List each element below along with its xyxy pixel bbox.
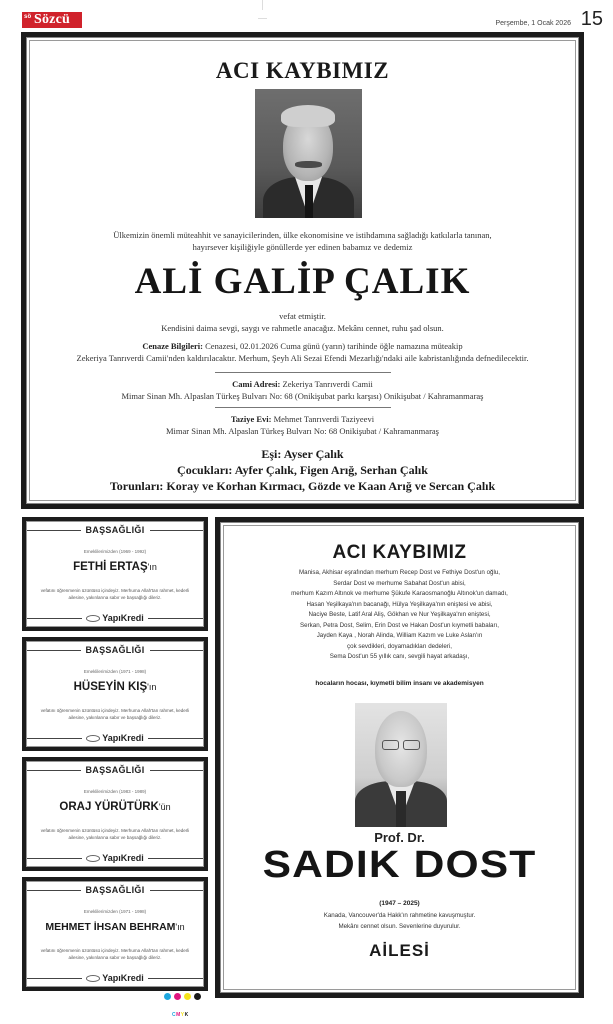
deceased-name: ALİ GALİP ÇALIK [134,261,471,302]
academic-title: Prof. Dr. [374,830,425,845]
funeral-label: Cenaze Bilgileri: [142,341,203,351]
service-years: Emeklilerimizden (1983 - 1989) [83,789,147,794]
children: Çocukları: Ayfer Çalık, Figen Arığ, Serhan Çalık [177,463,428,477]
cmyk-registration-marks [164,993,201,1000]
deceased-name: MEHMET İHSAN BEHRAM'ın [45,921,185,933]
service-years: Emeklilerimizden (1969 - 1992) [83,549,147,554]
condolence-header: BAŞSAĞLIĞI [85,525,145,535]
obituary-ali-galip-calik [21,32,584,509]
obituary-title: ACI KAYBIMIZ [215,58,390,83]
condolence-header: BAŞSAĞLIĞI [85,645,145,655]
intro-text: Ülkemizin önemli müteahhit ve sanayicilerinden, ülke ekonomisine ve istihdamına sağladığı katkılarla tanınan, hayırsever kişiliğiyle gönüllerde yer edinen babamız ve dedemiz [113,230,492,252]
deceased-name: SADIK DOST [262,844,537,886]
crop-mark [258,18,267,19]
logo-text: Sözcü [34,12,70,27]
yapikredi-logo-icon [86,855,100,862]
yapikredi-logo-icon [86,975,100,982]
yellow-dot-icon [184,993,191,1000]
death-notice: Kanada, Vancouver'da Hakk'ın rahmetine kavuşmuştur. [323,912,476,919]
condolence-message: vefatını öğrenmenin üzüntüsü içindeyiz. Merhuma Allah'tan rahmet, kederli ailesine, yakınlarına sabır ve başsağlığı dileriz. [40,948,190,960]
black-dot-icon [194,993,201,1000]
mosque-label: Cami Adresi: [232,379,281,389]
funeral-info: Cenaze Bilgileri: Cenazesi, 02.01.2026 Cuma günü (yarın) tarihinde öğle namazına müteakip [142,341,463,351]
magenta-dot-icon [174,993,181,1000]
condolence-house-info: Taziye Evi: Mehmet Tanrıverdi Taziyeevi [230,414,375,424]
family-members [27,446,578,494]
deceased-name: ORAJ YÜRÜTÜRK'ün [59,801,171,813]
yapikredi-logo: YapıKredi [86,733,144,743]
service-years: Emeklilerimizden (1971 - 1998) [83,669,147,674]
deceased-name: FETHİ ERTAŞ'ın [73,561,157,573]
family-text: Manisa, Akhisar eşrafından merhum Recep Dost ve Fethiye Dost'un oğlu, Serdar Dost ve merhume Sabahat Dost'un abisi, merhum Kazım Altınok ve merhume Şükufe Karaosmanoğlu Altınok'un damadı, Hasan Yeşilkaya'nın bacanağı, Hülya Yeşilkaya'nın eniştesi ve abisi, Naciye Beste, Latif Aral Aliş, Gökhan ve Nur Yeşilkaya'nın eniştesi, Serkan, Petra Dost, Selim, Erin Dost ve Hakan Dost'un kıymetli babaları, Jayden Kaya , Norah Alinda, William Kazım ve Luke Aslan'ın çok sevdikleri, doyamadıkları dedeleri, Sema Dost'un 55 yıllık canı, sevgili hayat arkadaşı, [291,569,508,660]
obituary-title: ACI KAYBIMIZ [332,542,467,563]
page-number: 15 [580,8,603,30]
condolence-header: BAŞSAĞLIĞI [85,765,145,775]
logo-mark: sö [24,14,32,20]
newspaper-logo [22,12,82,28]
remembrance-text: Kendisini daima sevgi, saygı ve rahmetle anacağız. Mekânı cennet, ruhu şad olsun. [161,323,444,333]
spouse: Eşi: Ayser Çalık [261,447,344,461]
condolence-ad [22,517,208,631]
mosque-info: Cami Adresi: Zekeriya Tanrıverdi Camii [232,379,373,389]
condolence-message: vefatını öğrenmenin üzüntüsü içindeyiz. Merhuma Allah'tan rahmet, kederli ailesine, yakınlarına sabır ve başsağlığı dileriz. [40,588,190,600]
crop-mark [262,0,263,10]
service-years: Emeklilerimizden (1971 - 1998) [83,909,147,914]
mosque-address: Mimar Sinan Mh. Alpaslan Türkeş Bulvarı No: 68 (Onikişubat parkı karşısı) Onikişubat / Kahramanmaraş [121,391,484,401]
condolence-house-label: Taziye Evi: [230,414,272,424]
obituary-sadik-dost [215,517,584,998]
funeral-info-line2: Zekeriya Tanrıverdi Camii'nden kaldırılacaktır. Merhum, Şeyh Ali Sezai Efendi Mezarlığı'ndaki aile kabristanlığında defnedilecektir. [76,353,529,363]
tagline: hocaların hocası, kıymetli bilim insanı ve akademisyen [315,680,484,687]
condolence-house-address: Mimar Sinan Mh. Alpaslan Türkeş Bulvarı No: 68 Onikişubat / Kahramanmaraş [166,426,439,436]
portrait-photo-icon [255,89,362,218]
divider [215,372,391,373]
deceased-name: HÜSEYİN KIŞ'ın [73,681,157,693]
yapikredi-logo-icon [86,615,100,622]
grandchildren: Torunları: Koray ve Korhan Kırmacı, Gözde ve Kaan Arığ ve Sercan Çalık [109,479,496,493]
cyan-dot-icon [164,993,171,1000]
announcement: Mekânı cennet olsun. Sevenlerine duyurulur. [338,923,461,930]
yapikredi-logo: YapıKredi [86,973,144,983]
died-text: vefat etmiştir. [279,311,326,321]
condolence-header: BAŞSAĞLIĞI [85,885,145,895]
portrait-photo-icon [355,703,447,827]
signature: AİLESİ [369,941,430,960]
yapikredi-logo: YapıKredi [86,853,144,863]
condolence-ad [22,757,208,871]
condolence-ad [22,877,208,991]
life-dates: (1947 – 2025) [379,900,420,907]
divider [215,407,391,408]
cmyk-label: CMYK [172,1012,189,1018]
condolence-message: vefatını öğrenmenin üzüntüsü içindeyiz. Merhuma Allah'tan rahmet, kederli ailesine, yakınlarına sabır ve başsağlığı dileriz. [40,708,190,720]
yapikredi-logo: YapıKredi [86,613,144,623]
yapikredi-logo-icon [86,735,100,742]
condolence-message: vefatını öğrenmenin üzüntüsü içindeyiz. Merhuma Allah'tan rahmet, kederli ailesine, yakınlarına sabır ve başsağlığı dileriz. [40,828,190,840]
date-line: Perşembe, 1 Ocak 2026 [495,20,571,27]
condolence-ad [22,637,208,751]
